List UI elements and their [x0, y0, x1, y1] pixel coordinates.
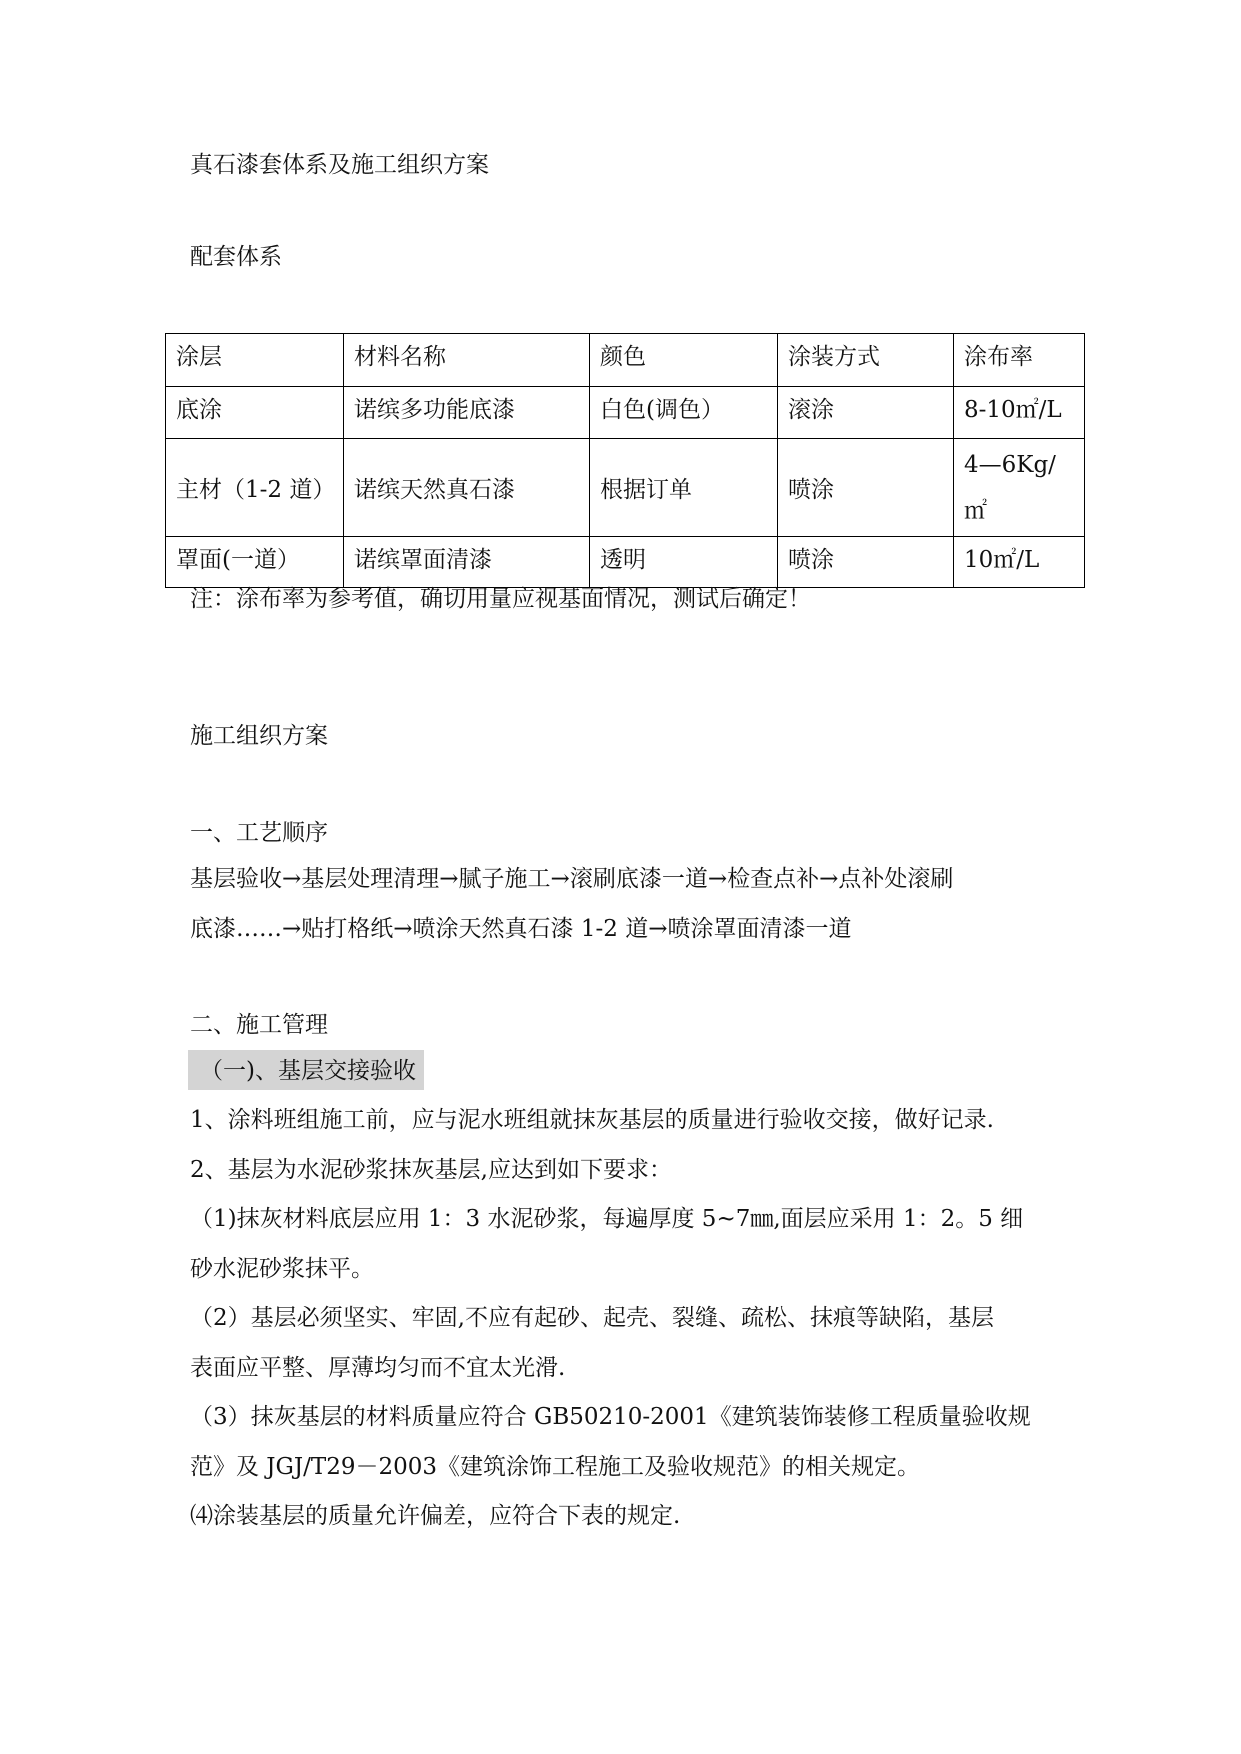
coating-system-table	[165, 333, 1085, 588]
section-heading-construction-plan: 施工组织方案	[190, 723, 328, 749]
body-paragraph: 表面应平整、厚薄均匀而不宜太光滑.	[190, 1355, 566, 1381]
document-title: 真石漆套体系及施工组织方案	[190, 152, 489, 178]
table-cell: 底涂	[166, 387, 344, 439]
table-cell: 10㎡/L	[954, 537, 1085, 588]
process-flow-line: 基层验收→基层处理清理→腻子施工→滚刷底漆一道→检查点补→点补处滚刷	[190, 866, 954, 892]
table-header-cell: 涂布率	[954, 334, 1085, 387]
body-paragraph: （2）基层必须坚实、牢固,不应有起砂、起壳、裂缝、疏松、抹痕等缺陷，基层	[190, 1305, 994, 1331]
table-cell: 喷涂	[778, 537, 954, 588]
table-cell: 4—6Kg/㎡	[954, 439, 1085, 537]
table-row	[166, 387, 1085, 439]
table-header-row	[166, 334, 1085, 387]
table-cell: 主材（1-2 道）	[166, 439, 344, 537]
table-cell: 根据订单	[590, 439, 778, 537]
table-cell: 喷涂	[778, 439, 954, 537]
process-flow-line: 底漆……→贴打格纸→喷涂天然真石漆 1-2 道→喷涂罩面清漆一道	[190, 916, 852, 942]
body-paragraph: ⑷涂装基层的质量允许偏差，应符合下表的规定.	[190, 1503, 681, 1529]
section-heading-supporting-system: 配套体系	[190, 244, 282, 270]
body-paragraph: （1)抹灰材料底层应用 1：3 水泥砂浆，每遍厚度 5~7㎜,面层应采用 1：2。5 细	[190, 1206, 1024, 1232]
table-header-cell: 涂装方式	[778, 334, 954, 387]
table-cell: 诺缤多功能底漆	[344, 387, 590, 439]
table-cell: 诺缤天然真石漆	[344, 439, 590, 537]
table-cell: 滚涂	[778, 387, 954, 439]
process-heading: 一、工艺顺序	[190, 820, 328, 846]
table-header-cell: 颜色	[590, 334, 778, 387]
body-paragraph: 1、涂料班组施工前，应与泥水班组就抹灰基层的质量进行验收交接，做好记录.	[190, 1107, 994, 1133]
table-note: 注：涂布率为参考值，确切用量应视基面情况，测试后确定！	[190, 586, 811, 612]
table-cell: 8-10㎡/L	[954, 387, 1085, 439]
table-cell: 白色(调色）	[590, 387, 778, 439]
table-row	[166, 537, 1085, 588]
table-cell: 诺缤罩面清漆	[344, 537, 590, 588]
table-row	[166, 439, 1085, 537]
management-subheading: （一)、基层交接验收	[200, 1058, 416, 1084]
table-cell: 罩面(一道）	[166, 537, 344, 588]
table-header-cell: 涂层	[166, 334, 344, 387]
body-paragraph: 砂水泥砂浆抹平。	[190, 1256, 374, 1282]
body-paragraph: 2、基层为水泥砂浆抹灰基层,应达到如下要求：	[190, 1157, 672, 1183]
body-paragraph: （3）抹灰基层的材料质量应符合 GB50210-2001《建筑装饰装修工程质量验收规	[190, 1404, 1031, 1430]
table-cell: 透明	[590, 537, 778, 588]
management-heading: 二、施工管理	[190, 1012, 328, 1038]
body-paragraph: 范》及 JGJ/T29－2003《建筑涂饰工程施工及验收规范》的相关规定。	[190, 1454, 921, 1480]
table-header-cell: 材料名称	[344, 334, 590, 387]
